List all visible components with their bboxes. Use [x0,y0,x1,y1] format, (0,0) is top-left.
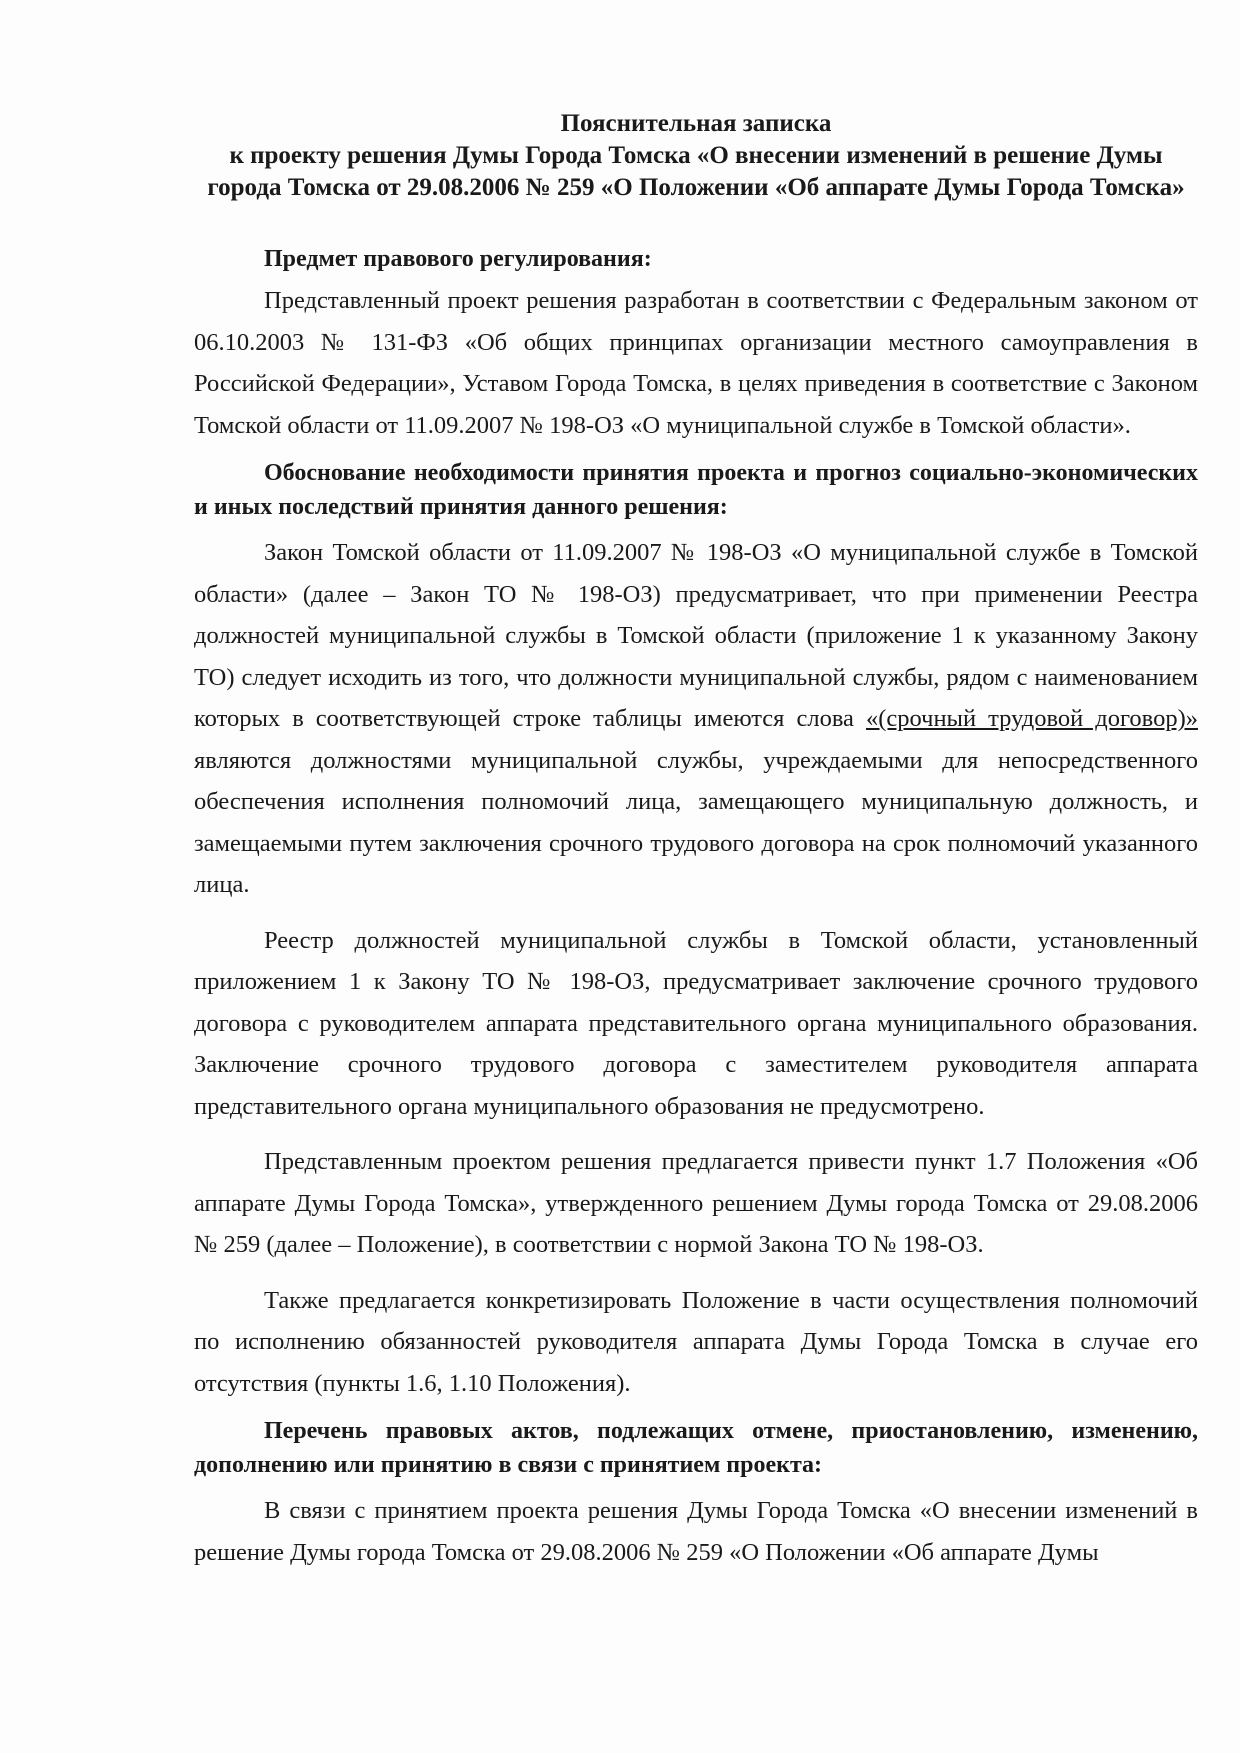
document-title [194,108,1198,204]
law-text-end: являются должностями муниципальной службы, учреждаемыми для непосредственного обеспечения исполнения полномочий лица, замещающего муниципальную должность, и замещаемыми путем заключения срочного трудового договора на срок полномочий указанного лица. [194,746,1198,898]
underlined-term: «(срочный трудовой договор)» [865,705,1198,732]
title-line-1: Пояснительная записка [560,110,832,137]
paragraph-legal-acts: В связи с принятием проекта решения Думы Города Томска «О внесении изменений в решение Думы города Томска от 29.08.2006 № 259 «О Положении «Об аппарате Думы [194,1497,1198,1566]
paragraph-law-description [194,532,1198,906]
title-line-2: к проекту решения Думы Города Томска «О внесении изменений в решение Думы [229,142,1163,169]
paragraph-registry: Реестр должностей муниципальной службы в Томской области, установленный приложением 1 к Закону ТО № 198-ОЗ, предусматривает заключение срочного трудового договора с руководителем аппарата представительного органа муниципального образования. Заключение срочного трудового договора с заместителем руководителя аппарата представительного органа муниципального образования не предусмотрено. [194,926,1198,1120]
paragraph-proposal: Представленным проектом решения предлагается привести пункт 1.7 Положения «Об аппарате Думы Города Томска», утвержденного решением Думы города Томска от 29.08.2006 № 259 (далее – Положение), в соответствии с нормой Закона ТО № 198-ОЗ. [194,1148,1198,1258]
section-heading-legal-acts: Перечень правовых актов, подлежащих отмене, приостановлению, изменению, дополнению или принятию в связи с принятием проекта: [194,1418,1198,1478]
section-heading-justification: Обоснование необходимости принятия проекта и прогноз социально-экономических и иных последствий принятия данного решения: [194,460,1198,520]
title-line-3: города Томска от 29.08.2006 № 259 «О Положении «Об аппарате Думы Города Томска» [207,174,1185,201]
paragraph-specification: Также предлагается конкретизировать Положение в части осуществления полномочий по исполнению обязанностей руководителя аппарата Думы Города Томска в случае его отсутствия (пункты 1.6, 1.10 Положения). [194,1286,1198,1397]
law-text-start: Закон Томской области от 11.09.2007 № 198-ОЗ «О муниципальной службе в Томской области» (далее – Закон ТО № 198-ОЗ) предусматривает, что при применении Реестра должностей муниципальной службы в Томской области (приложение 1 к указанному Закону ТО) следует исходить из того, что должности муниципальной службы, рядом с наименованием которых в соответствующей строке таблицы имеются слова [194,539,1198,732]
document-body [194,108,1198,1573]
section-heading-subject: Предмет правового регулирования: [264,246,652,272]
paragraph-subject: Представленный проект решения разработан в соответствии с Федеральным законом от 06.10.2003 № 131-ФЗ «Об общих принципах организации местного самоуправления в Российской Федерации», Уставом Города Томска, в целях приведения в соответствие с Законом Томской области от 11.09.2007 № 198-ОЗ «О муниципальной службе в Томской области». [194,287,1198,439]
